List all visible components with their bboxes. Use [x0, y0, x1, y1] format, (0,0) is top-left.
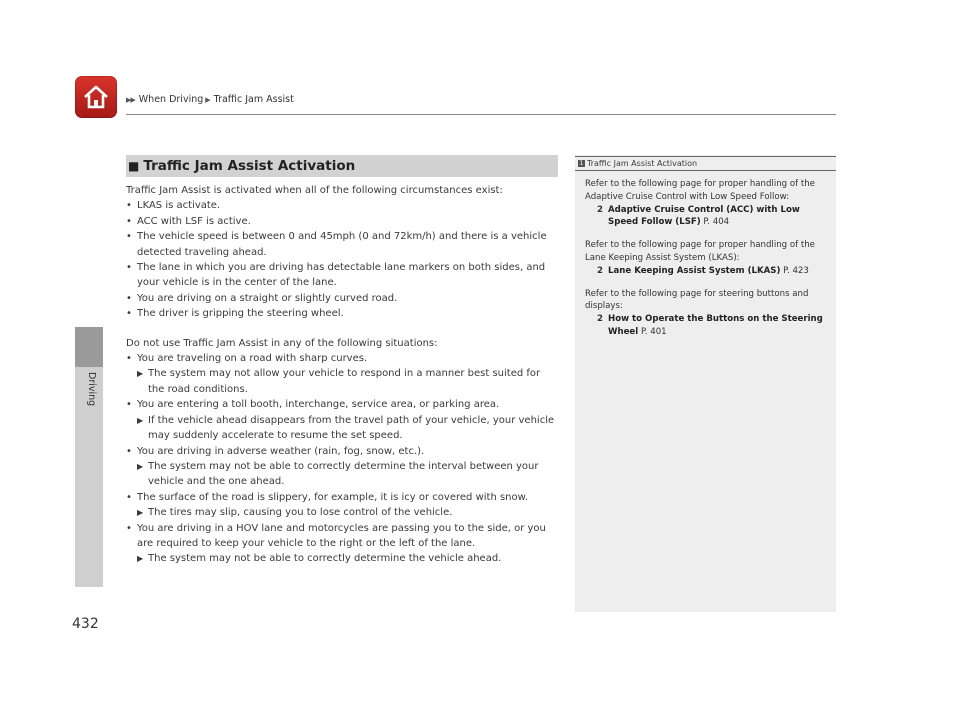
home-icon [82, 84, 110, 110]
condition-item: • ACC with LSF is active. [126, 214, 558, 229]
sidebar-note-text: Refer to the following page for proper handling of the Lane Keeping Assist System (LKAS): [585, 240, 815, 263]
section-title: Traffic Jam Assist Activation [143, 158, 356, 174]
sidebar-note-text: Refer to the following page for proper handling of the Adaptive Cruise Control with Low Speed Follow: [585, 179, 815, 202]
bullet-icon: • [126, 231, 132, 243]
chapter-tab-marker [75, 327, 103, 367]
arrow-icon: ▶ [137, 415, 144, 425]
breadcrumb-arrow-icon: ▶ [205, 95, 210, 104]
situation-item: • You are traveling on a road with sharp curves. [126, 351, 558, 366]
breadcrumb-item-traffic-jam-assist[interactable]: Traffic Jam Assist [213, 94, 294, 105]
bullet-icon: • [126, 215, 132, 227]
condition-item: • The driver is gripping the steering wheel. [126, 306, 558, 321]
condition-item: • The vehicle speed is between 0 and 45mph (0 and 72km/h) and there is a vehicle detected traveling ahead. [126, 229, 558, 260]
bullet-icon: • [126, 491, 132, 503]
situation-item: • You are entering a toll booth, interchange, service area, or parking area. [126, 397, 558, 412]
main-content [126, 183, 558, 567]
arrow-icon: ▶ [137, 369, 144, 379]
sidebar-reference-link[interactable]: 2 How to Operate the Buttons on the Steering Wheel P. 401 [597, 314, 823, 337]
arrow-icon: ▶ [137, 554, 144, 564]
bullet-icon: • [126, 522, 132, 534]
header-divider [126, 114, 836, 115]
situation-item: • The surface of the road is slippery, for example, it is icy or covered with snow. [126, 490, 558, 505]
sidebar-heading: 1 Traffic Jam Assist Activation [575, 156, 836, 171]
arrow-icon: ▶ [137, 508, 144, 518]
bullet-icon: • [126, 200, 132, 212]
condition-item: • LKAS is activate. [126, 198, 558, 213]
situations-intro: Do not use Traffic Jam Assist in any of the following situations: [126, 337, 438, 349]
section-heading [126, 155, 558, 177]
breadcrumb-arrow-icon: ▶▶ [126, 95, 135, 104]
arrow-icon: ▶ [137, 461, 144, 471]
breadcrumb-item-when-driving[interactable]: When Driving [138, 94, 204, 105]
page-number: 432 [72, 616, 99, 632]
situation-consequence: ▶ The system may not allow your vehicle to respond in a manner best suited for the road conditions. [126, 366, 558, 397]
condition-item: • You are driving on a straight or slightly curved road. [126, 291, 558, 306]
sidebar-reference-link[interactable]: 2 Lane Keeping Assist System (LKAS) P. 423 [597, 265, 809, 276]
reference-icon: 2 [597, 265, 603, 276]
situation-consequence: ▶ The tires may slip, causing you to lose control of the vehicle. [126, 505, 558, 520]
bullet-icon: • [126, 445, 132, 457]
intro-paragraph: Traffic Jam Assist is activated when all of the following circumstances exist: [126, 185, 503, 196]
reference-icon: 2 [597, 204, 603, 215]
situation-item: • You are driving in adverse weather (rain, fog, snow, etc.). [126, 444, 558, 459]
section-square-icon: ■ [128, 159, 140, 173]
bullet-icon: • [126, 308, 132, 320]
bullet-icon: • [126, 399, 132, 411]
situation-consequence: ▶ The system may not be able to correctly determine the interval between your vehicle and the one ahead. [126, 459, 558, 490]
bullet-icon: • [126, 262, 132, 274]
sidebar-note-text: Refer to the following page for steering buttons and displays: [585, 288, 809, 312]
sidebar-notes [575, 155, 836, 612]
breadcrumb [126, 94, 294, 105]
condition-item: • The lane in which you are driving has detectable lane markers on both sides, and your vehicle is in the center of the lane. [126, 260, 558, 291]
chapter-tab-label: Driving [86, 372, 97, 407]
note-marker-icon: 1 [579, 160, 584, 167]
home-button[interactable] [75, 76, 117, 118]
situation-consequence: ▶ If the vehicle ahead disappears from the travel path of your vehicle, your vehicle may suddenly accelerate to resume the set speed. [126, 413, 558, 444]
bullet-icon: • [126, 292, 132, 304]
reference-icon: 2 [597, 314, 603, 325]
bullet-icon: • [126, 353, 132, 365]
sidebar-reference-link[interactable]: 2 Adaptive Cruise Control (ACC) with Low Speed Follow (LSF) P. 404 [597, 204, 800, 228]
situation-item: • You are driving in a HOV lane and motorcycles are passing you to the side, or you are required to keep your vehicle to the right or the left of the lane. [126, 521, 558, 552]
situation-consequence: ▶ The system may not be able to correctly determine the vehicle ahead. [126, 551, 558, 566]
